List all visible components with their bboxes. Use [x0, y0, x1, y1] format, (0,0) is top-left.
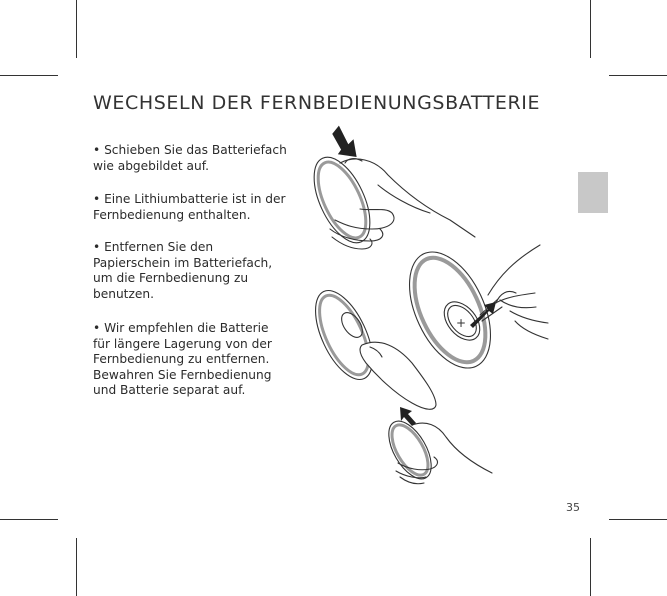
step-4-hand-remote [380, 414, 492, 485]
crop-mark-bottom-right-h [609, 519, 667, 520]
page-number: 35 [566, 501, 580, 514]
step-3-remote-battery [393, 239, 548, 380]
crop-mark-bottom-right-v [590, 538, 591, 596]
crop-mark-top-right-v [590, 0, 591, 58]
arrow-down-right [331, 125, 357, 160]
instruction-3: • Entfernen Sie den Papierschein im Batteriefach, um die Fernbedienung zu benutzen. [93, 240, 273, 301]
crop-mark-bottom-left-v [76, 538, 77, 596]
crop-mark-bottom-left-h [0, 519, 58, 520]
instruction-1: • Schieben Sie das Batteriefach wie abgebildet auf. [93, 143, 287, 173]
crop-mark-top-left-h [0, 75, 58, 76]
battery-plus-sign: + [456, 316, 467, 330]
instruction-4: • Wir empfehlen die Batterie für längere Lagerung von der Fernbedienung zu entfernen. Bewahren Sie Fernbedienung und Batterie separat auf. [93, 321, 272, 397]
hand-right [488, 245, 540, 295]
remote-left-disc [304, 282, 384, 388]
crop-mark-top-left-v [76, 0, 77, 58]
crop-mark-top-right-h [609, 75, 667, 76]
instruction-2: • Eine Lithiumbatterie ist in der Fernbedienung enthalten. [93, 192, 286, 222]
page-title: WECHSELN DER FERNBEDIENUNGSBATTERIE [93, 92, 541, 114]
battery-illustration [300, 125, 550, 495]
battery-cover [360, 342, 436, 409]
step-1-hand-remote [303, 149, 475, 251]
section-tab [578, 172, 608, 213]
